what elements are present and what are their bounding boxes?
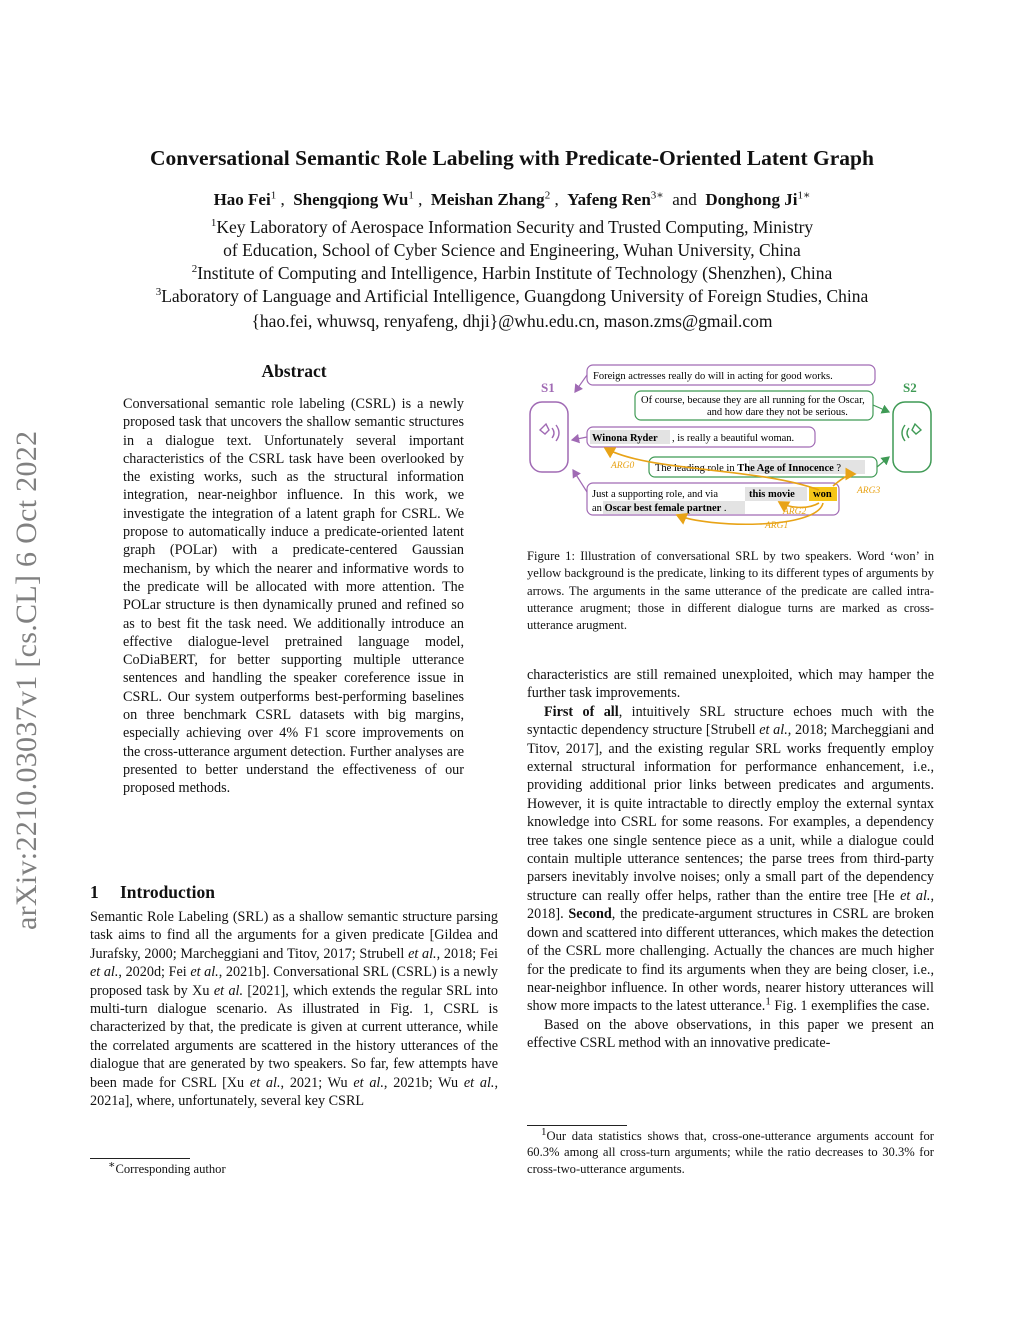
paragraph: Based on the above observations, in this paper we present an effective CSRL method with an innovative predicate- (527, 1016, 934, 1052)
paper-title: Conversational Semantic Role Labeling with Predicate-Oriented Latent Graph (150, 146, 874, 170)
body-text: characteristics are still remained unexploited, which may hamper the further task improvements. First of all, intuitively SRL structure echoes much with the syntactic dependency structure [Strubell et al., 2018; Marcheggiani and Titov, 2017], and the existing regular SRL works frequently employ external structural information for performance enhancement, i.e., providing additional prior links between predicates and arguments. However, it is quite intractable to directly employ the external syntax knowledge into CSRL for some reasons. For examples, a dependency tree takes one single sentence piece as a unit, while a dialogue could contain multiple utterance sentences; the parse trees from third-party parsers inevitably involve noises; only a small part of the dependency structure can really offer helps, rather than the entire tree [He et al., 2018]. Second, the predicate-argument structures in CSRL are broken down and scattered into different utterances, which makes the detection of the CSRL more challenging. Actually the chances are much higher for the predicate to find its arguments when they are being closer, i.e., near-neighbor influence. In other words, nearer history utterances will show more impacts to the latest utterance.$^1$ Fig. 1 exemplifies the case. Based on the above observations, in this paper we present an effective CSRL method with an innovative predicate- (527, 667, 935, 1052)
figure-1 (527, 362, 934, 534)
speaker-1-icon (530, 402, 568, 472)
affiliation: $^2$Institute of Computing and Intelligence, Harbin Institute of Technology (Shenzhen), China (191, 263, 833, 283)
section-heading: 1 Introduction (90, 882, 215, 902)
author-name: Shengqiong Wu (293, 190, 409, 209)
argument-span: this movie (749, 489, 795, 500)
author-name: Donghong Ji (705, 190, 798, 209)
abstract-text: Conversational semantic role labeling (CSRL) is a newly proposed task that uncovers the shallow semantic structures in a dialogue text. Unfortunately several important characteristics of the CSRL task have been overlooked by the existing works, such as the structural information integration, near-neighbor influence. In this work, we investigate the integration of a latent graph for CSRL. We propose to automatically induce a predicate-oriented latent graph (POLar) with a predicate-centered Gaussian mechanism, by which the nearer and informative words to the predicate will be allocated with more attention. The POLar structure is then dynamically pruned and refined so as to best fit the task need. We additionally introduce an effective dialogue-level pretrained language model, CoDiaBERT, for better supporting multiple utterance sentences and handling the speaker coreference issue in CSRL. Our system outperforms best-performing baselines on three benchmark CSRL datasets with big margins, especially achieving over 4% F1 score improvements on the cross-utterance argument detection. Further analyses are presented to better understand the effectiveness of our proposed methods. (123, 396, 464, 797)
predicate-word: won (813, 489, 832, 500)
affiliation: $^3$Laboratory of Language and Artificial Intelligence, Guangdong University of Foreign Studies, China (155, 286, 869, 306)
arg-label: ARG0 (611, 461, 635, 471)
footnote: $^1$Our data statistics shows that, cross-one-utterance arguments account for 60.3% among all cross-turn arguments; while the ratio decreases to 30.3% for cross-two-utterance arguments. (527, 1125, 934, 1176)
footnote: ∗Corresponding author (108, 1158, 226, 1176)
author-list: Hao Fei$^1$ , Shengqiong Wu$^1$ , Meishan Zhang$^2$ , Yafeng Ren$^{3∗}$ and Donghong $Ji^{1∗}$ (213, 189, 811, 209)
figure-caption: Figure 1: Illustration of conversational SRL by two speakers. Word ‘won’ in yellow background is the predicate, linking to its different types of arguments by arrows. The arguments in the same utterance of the predicate are called intra-utterance arugment; those in different dialogue turns are marked as cross-utterance arugment. (527, 549, 934, 633)
argument-span: Winona Ryder (592, 433, 658, 444)
author-emails: {hao.fei, whuwsq, renyafeng, dhji}@whu.edu.cn, mason.zms@gmail.com (251, 311, 773, 331)
utterance-2: and how dare they not be serious. (707, 407, 848, 418)
author-name: Yafeng Ren (567, 190, 651, 209)
arg-label: ARG3 (857, 486, 881, 496)
utterance-4: The leading role in The Age of Innocence ? (655, 463, 842, 474)
footnote-rule (90, 1158, 190, 1159)
utterance-2: Of course, because they are all running for the Oscar, (641, 395, 865, 406)
intro-paragraph: Semantic Role Labeling (SRL) as a shallow semantic structure parsing task aims to find all the arguments for a given predicate [Gildea and Jurafsky, 2000; Marcheggiani and Titov, 2017; Strubell et al., 2018; Fei et al., 2020d; Fei et al., 2021b]. Conversational SRL (CSRL) is a newly proposed task by Xu et al. [2021], which extends the regular SRL into multi-turn dialogue scenario. As illustrated in Fig. 1, CSRL is characterized by that, the predicate is given at current utterance, while the correlated arguments are scattered in the history utterances of the dialogue that are generated by two speakers. So far, few attempts have been made for CSRL [Xu et al., 2021; Wu et al., 2021b; Wu et al., 2021a], where, unfortunately, several key CSRL (90, 909, 498, 1110)
author-name: Hao Fei (213, 190, 271, 209)
affiliation: of Education, School of Cyber Science and Engineering, Wuhan University, China (223, 240, 801, 260)
arxiv-stamp: arXiv:2210.03037v1 [cs.CL] 6 Oct 2022 (10, 430, 43, 930)
arg-label: ARG1 (765, 521, 789, 531)
utterance-5-line2: an Oscar best female partner . (592, 503, 727, 514)
utterance-1: Foreign actresses really do will in acting for good works. (593, 371, 833, 382)
utterance-5: Just a supporting role, and via (592, 489, 718, 500)
arg-label: ARG2 (783, 507, 807, 517)
author-name: Meishan Zhang (430, 190, 545, 209)
speaker-2-icon (893, 402, 931, 472)
speaker-label: S1 (541, 380, 555, 395)
affiliation: $^1$Key Laboratory of Aerospace Information Security and Trusted Computing, Ministry (210, 217, 814, 237)
speaker-label: S2 (903, 380, 917, 395)
paragraph: First of all, intuitively SRL structure echoes much with the syntactic dependency structure [Strubell et al., 2018; Marcheggiani and Titov, 2017], and the existing regular SRL works frequently employ external structural information for performance enhancement, i.e., providing additional prior links between predicates and arguments. However, it is quite intractable to directly employ the external syntax knowledge into CSRL for some reasons. For examples, a dependency tree takes one single sentence piece as a unit, while a dialogue could contain multiple utterance sentences; the parse trees from third-party parsers inevitably involve noises; only a small part of the dependency structure can really offer helps, rather than the entire tree [He et al., 2018]. Second, the predicate-argument structures in CSRL are broken down and scattered into different utterances, which makes the detection of the CSRL more challenging. Actually the chances are much higher for the predicate to find its arguments when they are being closer, i.e., near-neighbor influence. In other words, nearer history utterances will show more impacts to the latest utterance.$^1$ Fig. 1 exemplifies the case. (527, 703, 935, 1015)
utterance-3: , is really a beautiful woman. (672, 433, 795, 444)
abstract-heading: Abstract (261, 361, 327, 381)
